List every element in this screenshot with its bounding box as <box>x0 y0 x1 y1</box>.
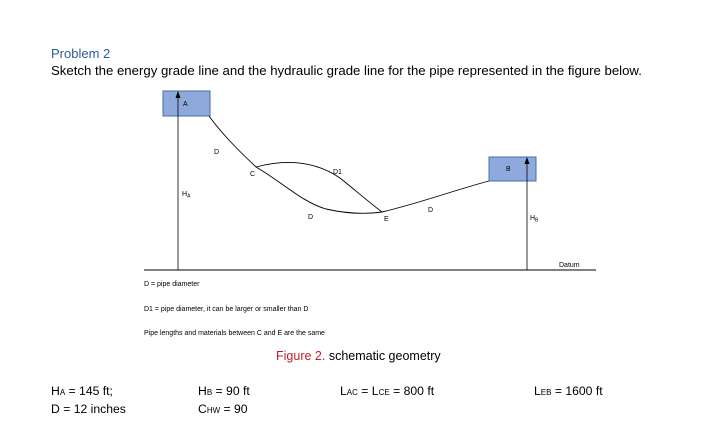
reservoir-b <box>489 157 536 181</box>
label-datum: Datum <box>559 262 580 269</box>
label-c: C <box>250 171 256 178</box>
label-d-upper: D <box>214 149 220 156</box>
given-length-eb: LEB = 1600 ft <box>534 384 603 398</box>
figure-caption <box>276 349 441 363</box>
given-ha: HA = 145 ft; <box>51 384 113 398</box>
note-d: D = pipe diameter <box>144 281 200 288</box>
label-e: E <box>384 216 389 223</box>
given-lengths-ac-ce: LAC = LCE = 800 ft <box>340 384 435 398</box>
label-d-right: D <box>428 207 434 214</box>
given-d: D = 12 inches <box>51 402 126 416</box>
pipe-e-to-b <box>382 181 489 212</box>
given-chw: CHW = 90 <box>198 402 248 416</box>
label-hb: $H_B$ <box>530 215 539 224</box>
problem-statement: Sketch the energy grade line and the hydraulic grade line for the pipe represented in the figure below. <box>51 63 642 78</box>
pipe-d-lower <box>256 167 382 213</box>
note-d1: D1 = pipe diameter, it can be larger or smaller than D <box>144 306 309 313</box>
pipe-d1-upper <box>256 163 382 212</box>
reservoir-a-label: A <box>183 101 188 108</box>
label-ha: $H_A$ <box>182 191 191 200</box>
figure-caption-text: schematic geometry <box>325 349 441 363</box>
problem-heading: Problem 2 <box>51 46 111 61</box>
reservoir-b-label: B <box>506 166 511 173</box>
note-lengths: Pipe lengths and materials between C and E are the same <box>144 330 325 337</box>
pipe-a-to-c <box>209 116 256 167</box>
label-d-lower: D <box>308 214 314 221</box>
label-d1: D1 <box>333 169 342 176</box>
given-hb: HB = 90 ft <box>198 384 250 398</box>
figure-caption-label: Figure 2. <box>276 349 326 363</box>
